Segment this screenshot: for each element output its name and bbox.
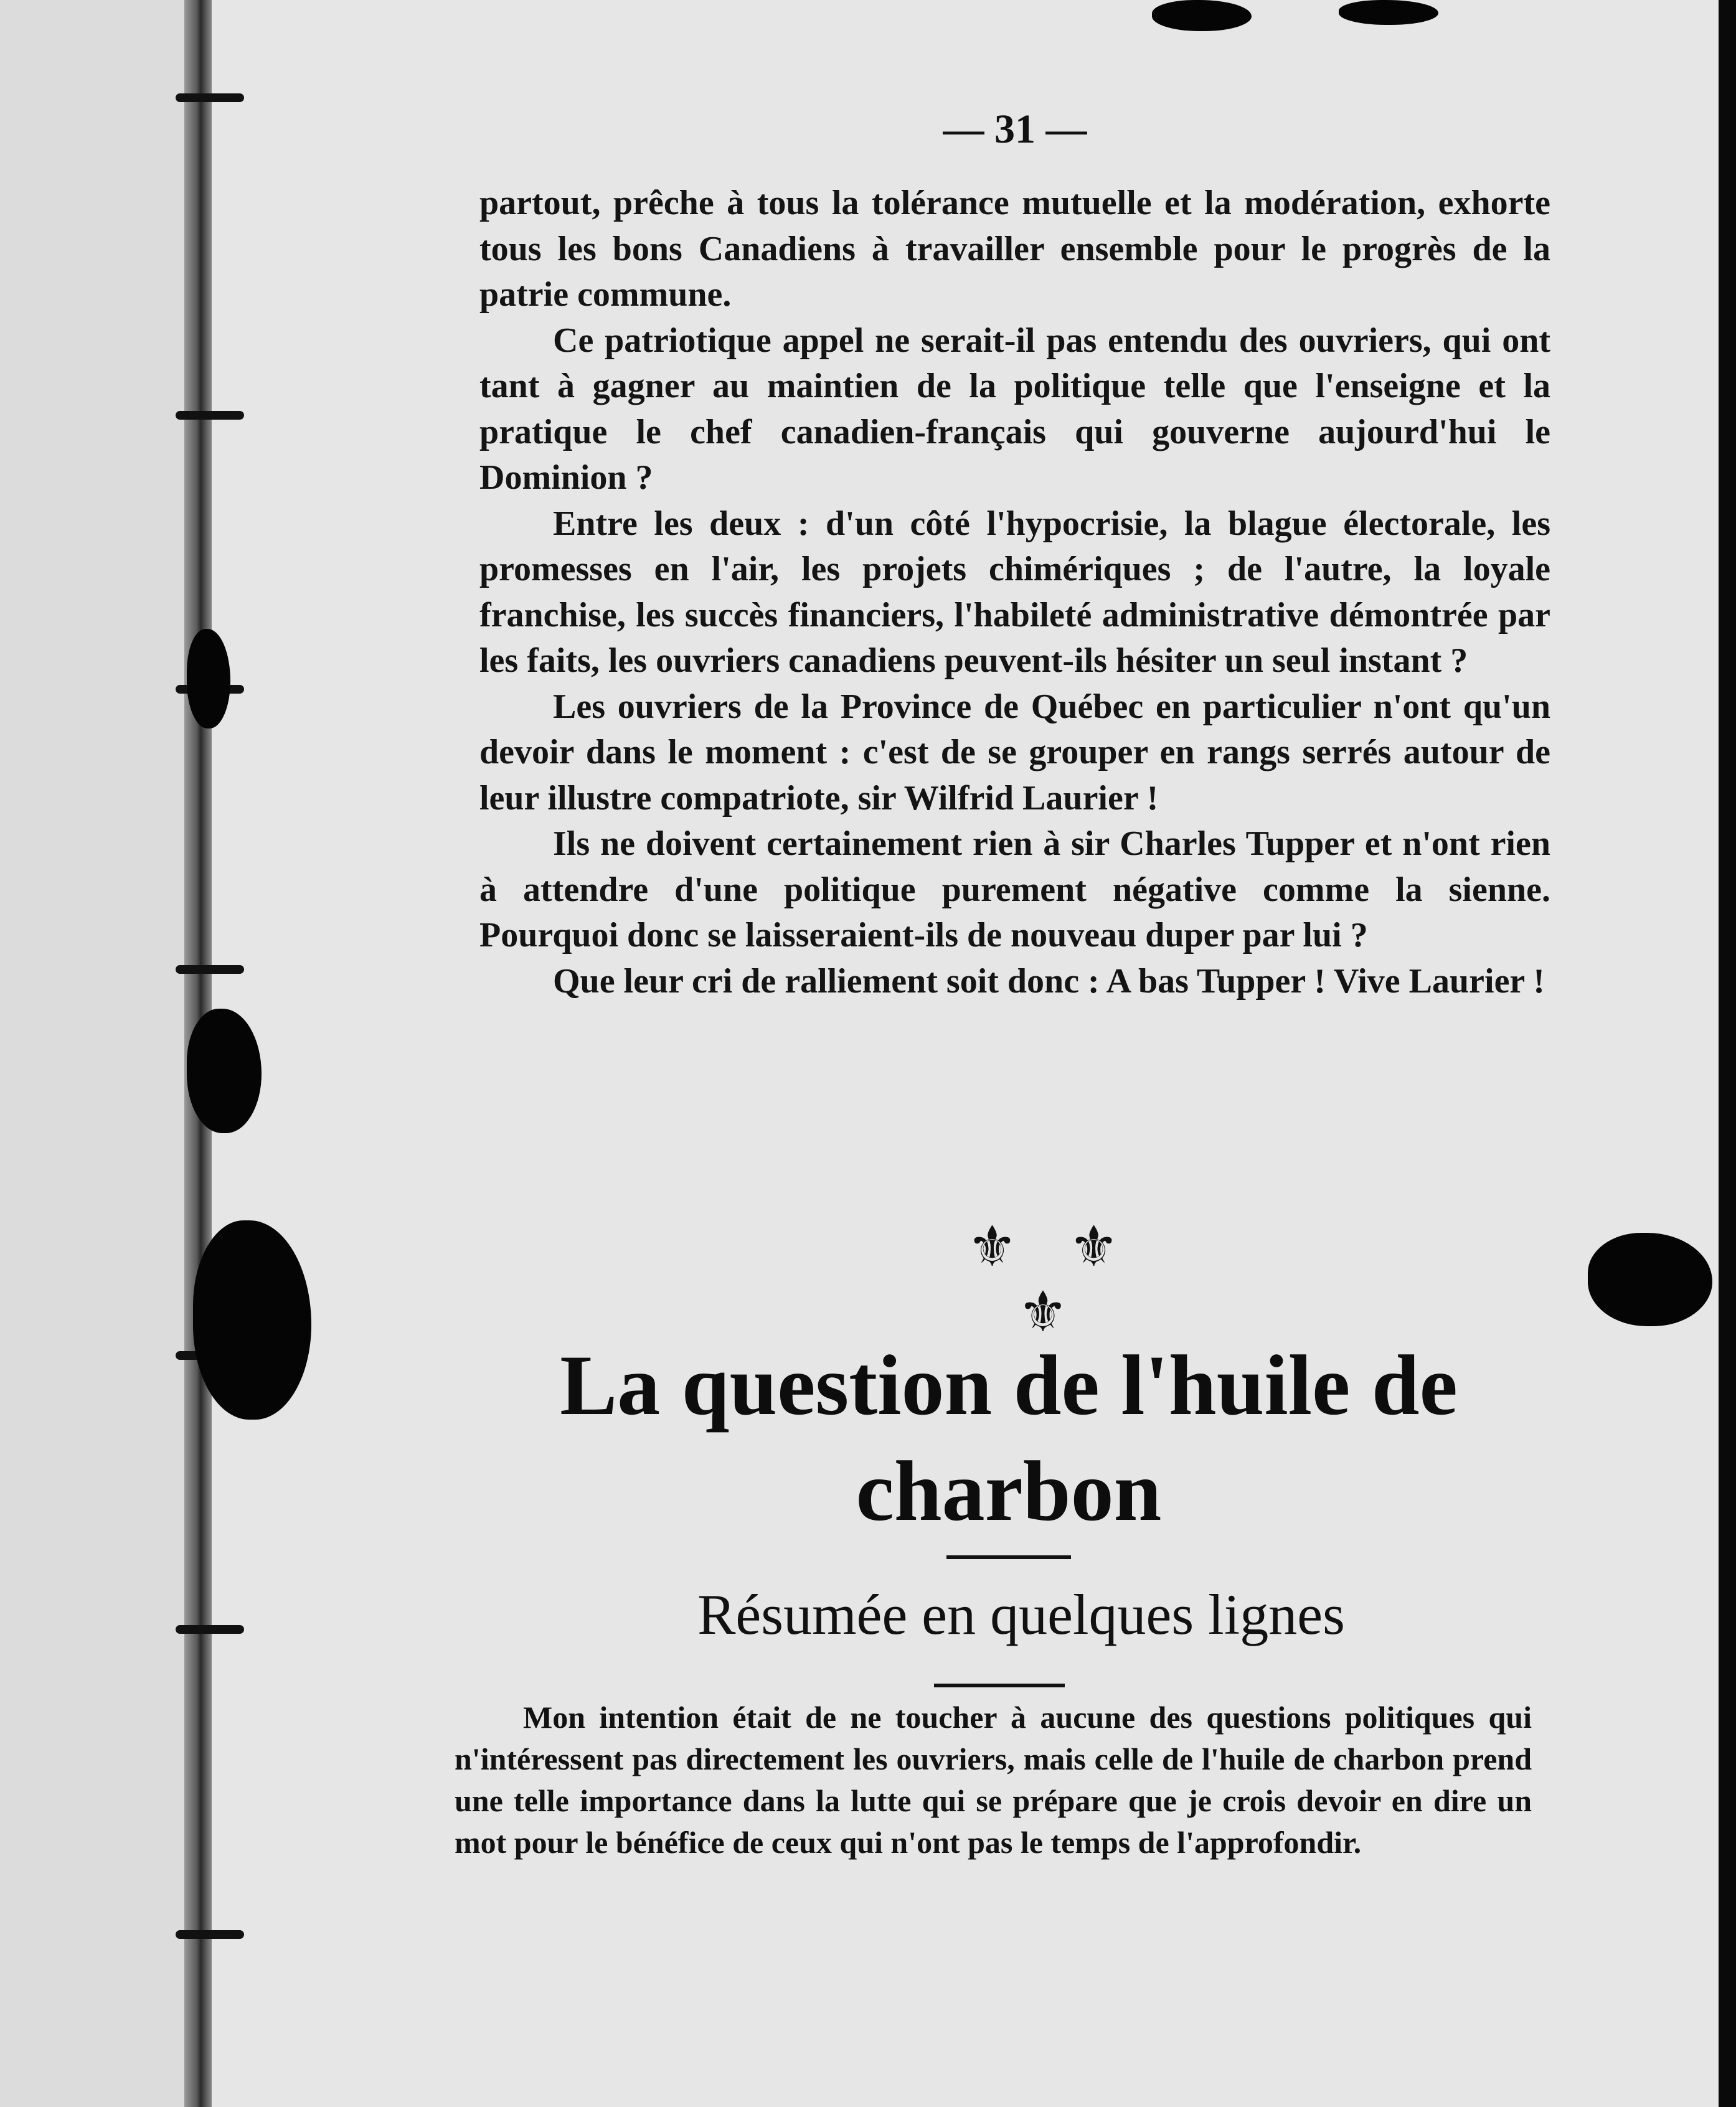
body-text [479, 181, 1550, 1004]
paragraph: Les ouvriers de la Province de Québec en particulier n'ont qu'un devoir dans le moment : c'est de se grouper en rangs serrés autour de leur illustre compatriote, sir Wilfrid Laurier ! [479, 687, 1550, 818]
binding-stitch [176, 1625, 244, 1634]
title-rule [946, 1555, 1071, 1559]
paragraph: Que leur cri de ralliement soit donc : A bas Tupper ! Vive Laurier ! [553, 961, 1545, 1001]
paragraph: Ce patriotique appel ne serait-il pas entendu des ouvriers, qui ont tant à gagner au maintien de la politique telle que l'enseigne et la pratique le chef canadien-français qui gouverne aujourd'hui le Dominion ? [479, 321, 1550, 497]
page-damage [1152, 0, 1252, 31]
previous-page-edge [0, 0, 199, 2107]
binding-stitch [176, 93, 244, 102]
paragraph: Mon intention était de ne toucher à aucune des questions politiques qui n'intéressent pas directement les ouvriers, mais celle de l'huile de charbon prend une telle importance dans la lutte qui se prépare que je crois devoir en dire un mot pour le bénéfice de ceux qui n'ont pas le temps de l'approfondir. [455, 1700, 1532, 1860]
binding-stitch [176, 411, 244, 420]
paragraph: Ils ne doivent certainement rien à sir Charles Tupper et n'ont rien à attendre d'une politique purement négative comme la sienne. Pourquoi donc se laisseraient-ils de nouveau duper par lui ? [479, 824, 1550, 955]
subtitle-rule [934, 1684, 1065, 1687]
fleur-de-lis-ornament: ⚜ ⚜ ⚜ [967, 1217, 1138, 1344]
paragraph: partout, prêche à tous la tolérance mutuelle et la modération, exhorte tous les bons Canadiens à travailler ensemble pour le progrès de la patrie commune. [479, 184, 1550, 314]
section-body [455, 1697, 1532, 1864]
paragraph: Entre les deux : d'un côté l'hypocrisie, la blague électorale, les promesses en l'air, les projets chimériques ; de l'autre, la loyale franchise, les succès financiers, l'habileté administrative démontrée par les faits, les ouvriers canadiens peuvent-ils hésiter un seul instant ? [479, 504, 1550, 680]
right-border [1719, 0, 1736, 2107]
binding-stitch [176, 1930, 244, 1939]
page-damage [1339, 0, 1438, 25]
section-subtitle: Résumée en quelques lignes [697, 1583, 1345, 1646]
page-number: — 31 — [943, 106, 1087, 152]
binding-stitch [176, 965, 244, 974]
section-title: La question de l'huile de charbon [560, 1337, 1458, 1539]
